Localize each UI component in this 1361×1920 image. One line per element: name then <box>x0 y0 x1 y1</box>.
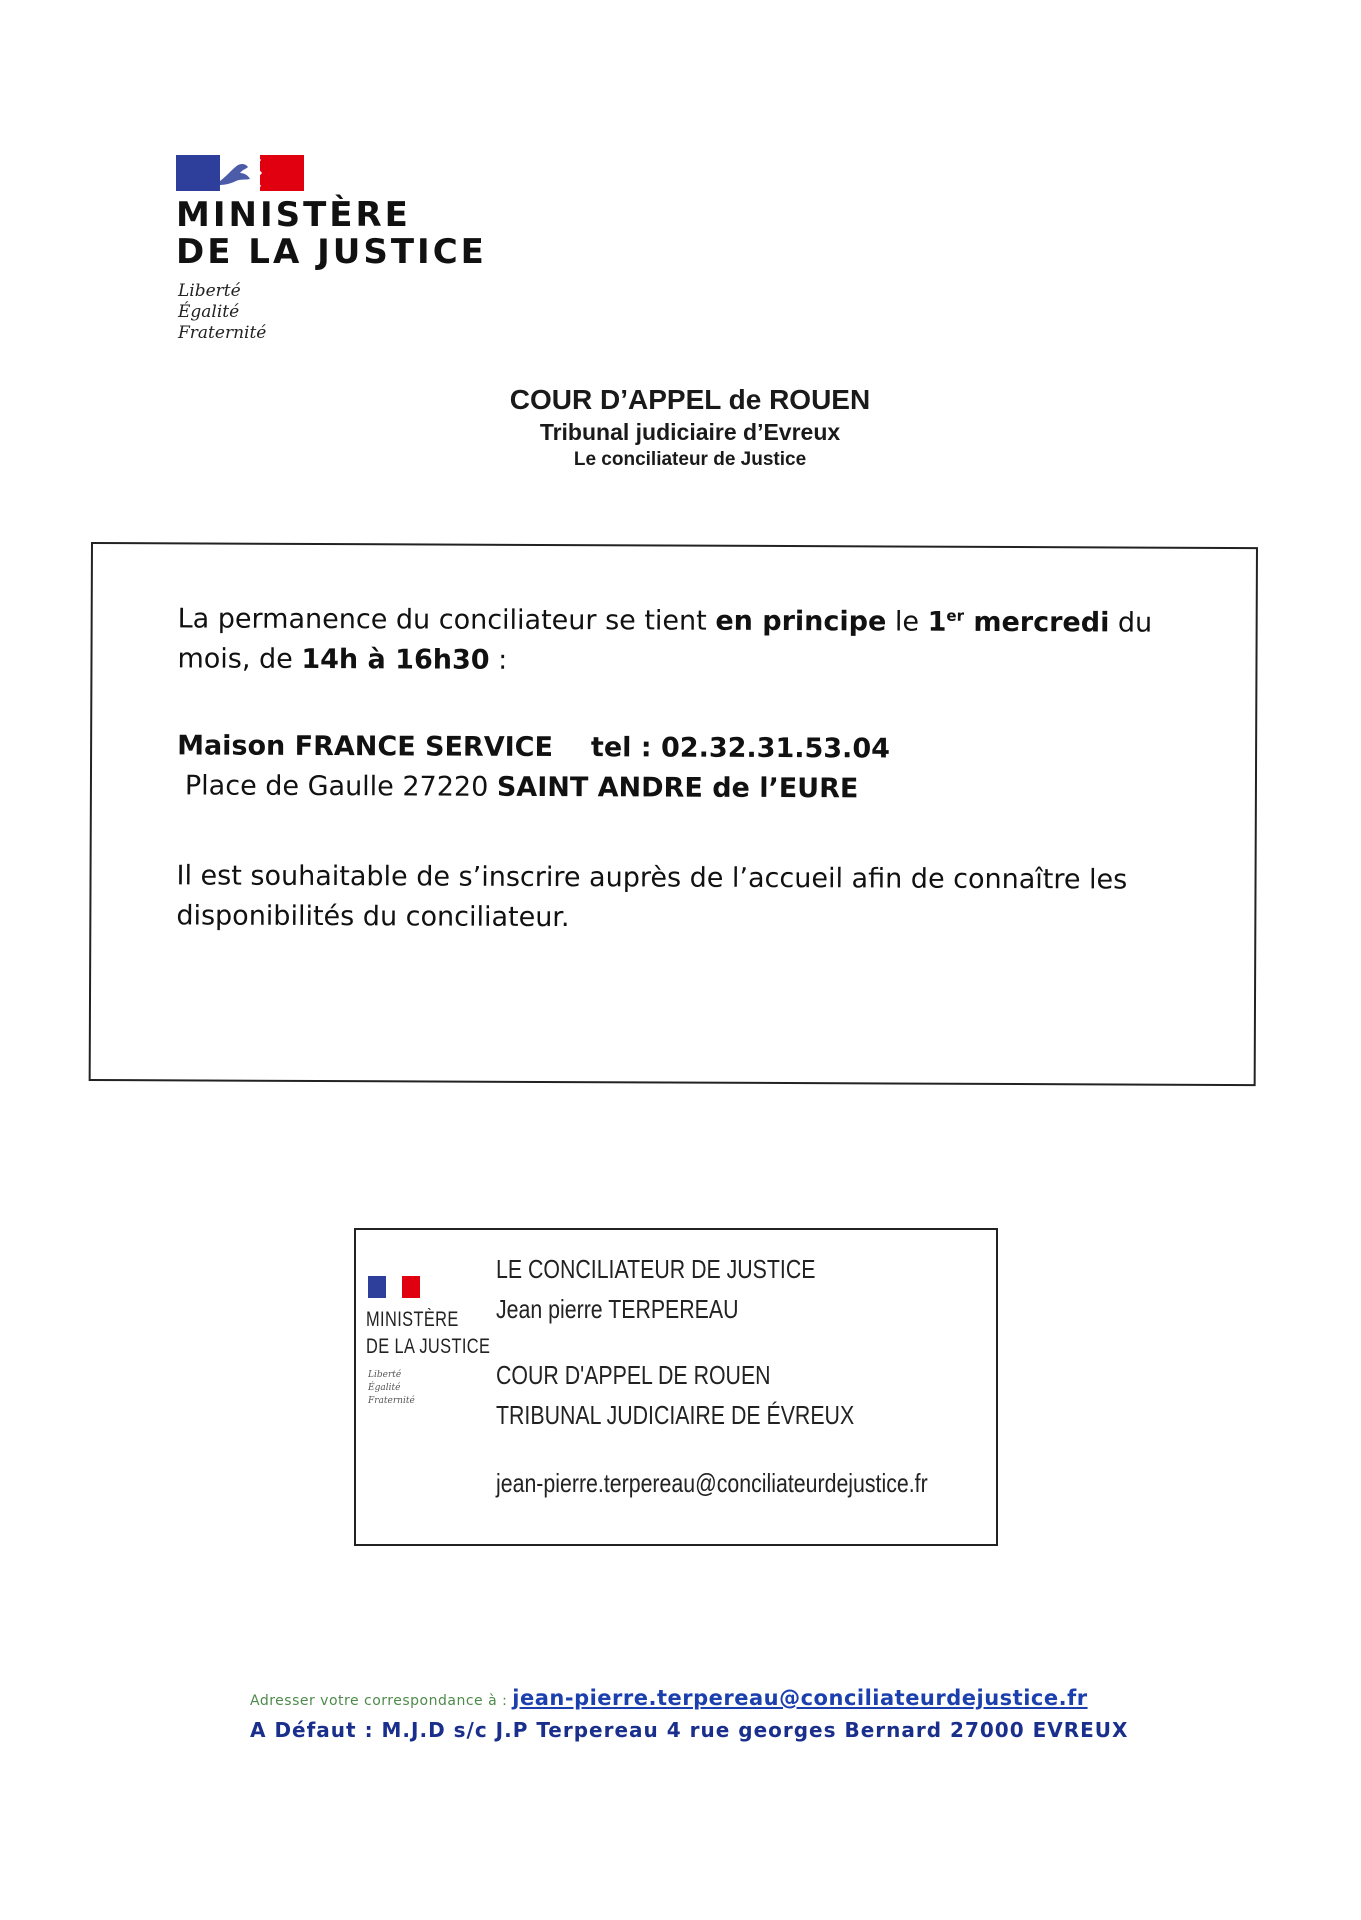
location-address <box>177 726 1187 810</box>
card-court: COUR D'APPEL DE ROUEN <box>496 1360 771 1390</box>
correspondence-email-link[interactable]: jean-pierre.terpereau@conciliateurdejustice.fr <box>512 1686 1088 1710</box>
ministry-name <box>176 197 487 271</box>
card-title: LE CONCILIATEUR DE JUSTICE <box>496 1254 816 1284</box>
location-phone: tel : 02.32.31.53.04 <box>590 732 891 765</box>
location-name-line <box>177 726 1187 770</box>
card-ministry-name: MINISTÈRE DE LA JUSTICE <box>366 1308 491 1358</box>
ministry-logo <box>176 155 596 355</box>
correspondence-footer <box>250 1686 1150 1742</box>
document-header <box>430 383 950 473</box>
card-email[interactable]: jean-pierre.terpereau@conciliateurdejustice.fr <box>496 1468 928 1498</box>
correspondence-label: Adresser votre correspondance à : <box>250 1693 513 1709</box>
motto-fraternite: Fraternité <box>178 323 267 343</box>
default-address: A Défaut : M.J.D s/c J.P Terpereau 4 rue georges Bernard 27000 EVREUX <box>250 1718 1129 1742</box>
registration-paragraph: Il est souhaitable de s’inscrire auprès de l’accueil afin de connaître les disponibilités du conciliateur. <box>176 860 1128 934</box>
republic-flag-icon <box>176 155 304 191</box>
correspondence-line <box>250 1686 1150 1710</box>
card-ministry-logo <box>366 1276 491 1476</box>
permanence-info-box <box>89 542 1258 1086</box>
card-person-name: Jean pierre TERPEREAU <box>496 1294 739 1324</box>
card-tribunal: TRIBUNAL JUDICIAIRE DE ÉVREUX <box>496 1400 855 1430</box>
conciliator-business-card <box>354 1228 998 1546</box>
card-flag-icon <box>368 1276 420 1298</box>
location-street-line: Place de Gaulle 27220 SAINT ANDRE de l’EURE <box>184 770 859 805</box>
conciliator-heading: Le conciliateur de Justice <box>573 449 807 470</box>
card-motto: Liberté Égalité Fraternité <box>368 1370 415 1406</box>
motto-liberte: Liberté <box>178 281 241 301</box>
permanence-paragraph: La permanence du conciliateur se tient en principe le 1er mercredi du mois, de 14h à 16h30 : <box>177 603 1153 676</box>
court-name: COUR D’APPEL de ROUEN <box>509 384 871 415</box>
location-name: Maison FRANCE SERVICE <box>177 730 554 764</box>
tribunal-name: Tribunal judiciaire d’Evreux <box>539 419 841 445</box>
republic-motto <box>178 281 266 344</box>
ministry-name-line2: DE LA JUSTICE <box>176 232 487 272</box>
ministry-name-line1: MINISTÈRE <box>176 195 411 235</box>
motto-egalite: Égalité <box>178 302 240 322</box>
